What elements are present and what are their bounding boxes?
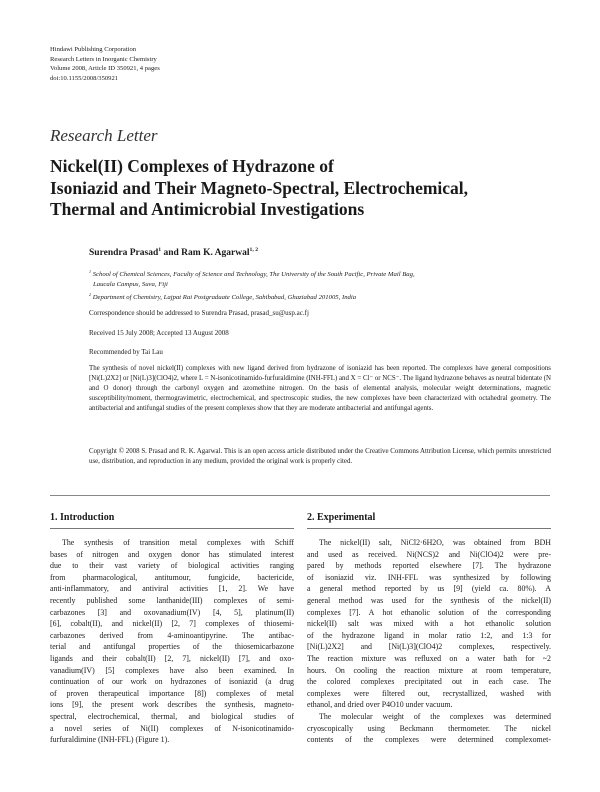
text-line: spectral, electrochemical, thermal, and biological studies of [50, 711, 294, 721]
text-line: carbazones derived from 4-aminoantipyrine. The antibac- [50, 630, 294, 640]
text-line: contents of the complexes were determined complexomet- [307, 735, 551, 745]
text-line: anti-inflammatory, and antiviral activities [1, 2]. We have [50, 584, 294, 594]
section-divider [307, 528, 551, 529]
text-line: The reaction mixture was refluxed on a water bath for ~2 [307, 653, 551, 663]
text-line: [6], cobalt(II), and nickel(II) [2, 7] complexes of thiosemi- [50, 619, 294, 629]
abstract: The synthesis of novel nickel(II) complexes with new ligand derived from hydrazone of isoniazid has been reported. The complexes have general compositions [Ni(L)2X2] or [Ni(L)3](ClO4)2, where L = N-isonicotinamido-furfuraldimine (INH-FFL) and X = Cl⁻ or NCS⁻. The ligand hydrazone behaves as neutral bidentate (N and O donor) through the carbonyl oxygen and azomethine nitrogen. On the basis of elemental analysis, molecular weight determinations, magnetic susceptibility/moment, thermogravimetric, electrochemical, and spectroscopic studies, the new complexes have been characterized with octahedral geometry. The antibacterial and antifungal studies of the present complexes show that they are moderate antibacterial and antifungal agents. [89, 365, 551, 413]
text-line: a novel series of Ni(II) complexes of N-isonicotinamido- [50, 723, 294, 733]
text-line: of isoniazid viz. INH-FFL was synthesized by following [307, 572, 551, 582]
section-heading-introduction: 1. Introduction [50, 512, 115, 523]
volume-info: Volume 2008, Article ID 350921, 4 pages [50, 65, 160, 73]
text-line: general method was used for the synthesis of the nickel(II) [307, 595, 551, 605]
experimental-body [307, 537, 551, 746]
author-name: Surendra Prasad [89, 248, 159, 258]
introduction-body [50, 537, 294, 746]
text-line: hours. On cooling the reaction mixture at room temperature, [307, 665, 551, 675]
text-line: a general method reported by us [9] (yield ca. 80%). A [307, 584, 551, 594]
text-line: and used as received. Ni(NCS)2 and Ni(ClO4)2 were pre- [307, 549, 551, 559]
text-line: The molecular weight of the complexes was determined [319, 711, 551, 721]
recommended-by: Recommended by Tai Lau [89, 348, 163, 356]
journal-name: Research Letters in Inorganic Chemistry [50, 55, 157, 63]
text-line: due to their vast variety of biological activities ranging [50, 561, 294, 571]
affiliation-2 [89, 293, 549, 303]
journal-header [50, 45, 160, 83]
text-line: carbazones [3] and oxovanadium(IV) [4, 5], platinum(II) [50, 607, 294, 617]
text-line: of the hydrazone ligand in molar ratio 1:2, and 1:3 for [307, 630, 551, 640]
article-title [50, 156, 550, 221]
text-line: the colored complexes precipitated out in each case. The [307, 677, 551, 687]
text-line: nickel(II) salt was mixed with a hot ethanolic solution [307, 619, 551, 629]
title-line: Isoniazid and Their Magneto-Spectral, Electrochemical, [50, 177, 469, 198]
affiliation-marker: 1 [89, 268, 92, 274]
copyright-notice: Copyright © 2008 S. Prasad and R. K. Agarwal. This is an open access article distributed under the Creative Commons Attribution License, which permits unrestricted use, distribution, and reproduction in any medium, provided the original work is properly cited. [89, 448, 551, 466]
text-line: terial and antifungal properties of the thiosemicarbazone [50, 642, 294, 652]
title-line: Thermal and Antimicrobial Investigations [50, 199, 365, 219]
author-name: Ram K. Agarwal [181, 248, 250, 258]
text-line: of proven therapeutical importance [8]) complexes of metal [50, 688, 294, 698]
author-list [89, 248, 258, 258]
text-line: from pharmacological, antitumour, fungicide, bactericide, [50, 572, 294, 582]
affiliation-marker: 1 [158, 246, 162, 253]
received-accepted-dates: Received 15 July 2008; Accepted 13 August 2008 [89, 329, 229, 337]
text-line: cryoscopically using Beckmann thermometer. The nickel [307, 723, 551, 733]
doi: doi:10.1155/2008/350921 [50, 74, 119, 82]
correspondence: Correspondence should be addressed to Surendra Prasad, prasad_su@usp.ac.fj [89, 309, 309, 317]
text-line: furfuraldimine (INH-FFL) (Figure 1). [50, 735, 170, 745]
article-type: Research Letter [50, 126, 158, 145]
affiliation-text: Laucala Campus, Suva, Fiji [93, 281, 168, 288]
author-conjunction: and [163, 248, 179, 258]
text-line: complexes [7]. A hot ethanolic solution of the corresponding [307, 607, 551, 617]
text-line: The synthesis of transition metal complexes with Schiff [62, 538, 294, 547]
text-line: ions [9], the present work describes the synthesis, magneto- [50, 700, 294, 710]
section-heading-experimental: 2. Experimental [307, 512, 376, 523]
text-line: continuation of our work on hydrazones of isoniazid (a drug [50, 677, 294, 687]
affiliation-text: Department of Chemistry, Lajpat Rai Postgraduate College, Sahibabad, Ghaziabad 201005, India [92, 294, 357, 301]
text-line: complexes were filtered out, recrystallized, washed with [307, 688, 551, 698]
publisher: Hindawi Publishing Corporation [50, 46, 137, 53]
affiliation-1 [89, 270, 549, 290]
text-line: pared by methods reported elsewhere [7]. The hydrazone [307, 561, 551, 571]
text-line: ethanol, and dried over P4O10 under vacuum. [307, 700, 453, 710]
text-line: vanadium(IV) [5] complexes have also been examined. In [50, 665, 294, 675]
affiliation-marker: 1, 2 [249, 246, 259, 253]
affiliation-text: School of Chemical Sciences, Faculty of Science and Technology, The University of the South Pacific, Private Mail Bag, [92, 271, 415, 278]
text-line: The nickel(II) salt, NiCl2·6H2O, was obtained from BDH [319, 538, 551, 547]
title-line: Nickel(II) Complexes of Hydrazone of [50, 156, 334, 176]
affiliation-marker: 2 [89, 291, 92, 297]
text-line: ligands and their cobalt(II) [2, 7], nickel(II) [7], and oxo- [50, 653, 294, 663]
text-line: [Ni(L)2X2] and [Ni(L)3](ClO4)2 complexes, respectively. [307, 642, 551, 652]
text-line: bases of nitrogen and oxygen donor has stimulated interest [50, 549, 294, 559]
header-divider [50, 495, 550, 496]
section-divider [50, 528, 294, 529]
text-line: recently published some lanthanide(III) complexes of semi- [50, 595, 294, 605]
